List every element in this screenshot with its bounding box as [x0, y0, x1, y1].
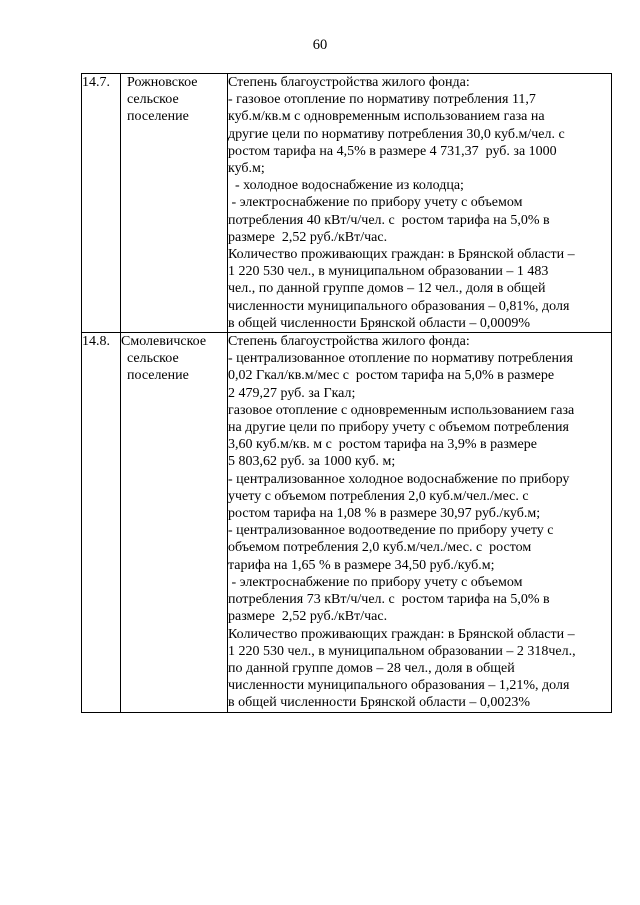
- description-line: размере 2,52 руб./кВт/час.: [228, 229, 388, 245]
- settlement-name-line: сельское: [127, 92, 179, 108]
- description-line: ростом тарифа на 4,5% в размере 4 731,37 руб. за 1000: [228, 143, 557, 159]
- description-line: объемом потребления 2,0 куб.м/чел./мес. с ростом: [228, 540, 532, 556]
- description-line: учету с объемом потребления 2,0 куб.м/чел./мес. с: [228, 488, 529, 504]
- row-number: 14.7.: [82, 74, 121, 333]
- description-line: 1 220 530 чел., в муниципальном образовании – 2 318чел.,: [228, 643, 576, 659]
- description-line: 5 803,62 руб. за 1000 куб. м;: [228, 454, 396, 470]
- settlement-name-line: Рожновское: [127, 75, 198, 90]
- description-line: численности муниципального образования – 0,81%, доля: [228, 298, 570, 314]
- description-line: Степень благоустройства жилого фонда:: [228, 334, 470, 350]
- description-line: куб.м;: [228, 161, 265, 177]
- description-line: Степень благоустройства жилого фонда:: [228, 75, 470, 90]
- description-line: Количество проживающих граждан: в Брянской области –: [228, 626, 575, 642]
- housing-description: [228, 333, 612, 712]
- description-line: - электроснабжение по прибору учету с объемом: [228, 195, 523, 211]
- description-line: 3,60 куб.м/кв. м с ростом тарифа на 3,9% в размере: [228, 437, 537, 453]
- description-line: в общей численности Брянской области – 0,0023%: [228, 695, 531, 711]
- settlement-name-line: поселение: [127, 368, 189, 384]
- housing-description: [228, 74, 612, 333]
- settlement-name-line: Смолевичское: [121, 334, 207, 350]
- description-line: 0,02 Гкал/кв.м/мес с ростом тарифа на 5,0% в размере: [228, 368, 555, 384]
- description-line: тарифа на 1,65 % в размере 34,50 руб./куб.м;: [228, 557, 495, 573]
- settlement-name: [121, 333, 228, 712]
- description-line: размере 2,52 руб./кВт/час.: [228, 609, 388, 625]
- description-line: другие цели по нормативу потребления 30,0 куб.м/чел. с: [228, 126, 565, 142]
- description-line: 2 479,27 руб. за Гкал;: [228, 385, 356, 401]
- description-line: потребления 73 кВт/ч/чел. с ростом тарифа на 5,0% в: [228, 592, 550, 608]
- description-line: потребления 40 кВт/ч/чел. с ростом тарифа на 5,0% в: [228, 212, 550, 228]
- description-line: - централизованное холодное водоснабжение по прибору: [228, 471, 570, 487]
- tariff-table: [81, 73, 612, 713]
- table-row: [82, 333, 612, 712]
- settlement-name-line: поселение: [127, 109, 189, 125]
- description-line: - централизованное водоотведение по прибору учету с: [228, 523, 554, 539]
- page-number: 60: [312, 37, 328, 53]
- description-line: в общей численности Брянской области – 0,0009%: [228, 315, 531, 331]
- description-line: чел., по данной группе домов – 12 чел., доля в общей: [228, 281, 546, 297]
- row-number: 14.8.: [82, 333, 121, 712]
- settlement-name: [121, 74, 228, 333]
- description-line: Количество проживающих граждан: в Брянской области –: [228, 247, 575, 263]
- description-line: - электроснабжение по прибору учету с объемом: [228, 574, 523, 590]
- description-line: по данной группе домов – 28 чел., доля в общей: [228, 660, 515, 676]
- settlement-name-line: сельское: [127, 351, 179, 367]
- description-line: на другие цели по прибору учету с объемом потребления: [228, 420, 569, 436]
- description-line: ростом тарифа на 1,08 % в размере 30,97 руб./куб.м;: [228, 506, 541, 522]
- description-line: 1 220 530 чел., в муниципальном образовании – 1 483: [228, 264, 549, 280]
- description-line: - централизованное отопление по нормативу потребления: [228, 351, 573, 367]
- description-line: численности муниципального образования – 1,21%, доля: [228, 678, 570, 694]
- description-line: - холодное водоснабжение из колодца;: [228, 178, 464, 194]
- description-line: газовое отопление с одновременным использованием газа: [228, 402, 575, 418]
- description-line: - газовое отопление по нормативу потребления 11,7: [228, 92, 536, 108]
- description-line: куб.м/кв.м с одновременным использованием газа на: [228, 109, 545, 125]
- table-row: [82, 74, 612, 333]
